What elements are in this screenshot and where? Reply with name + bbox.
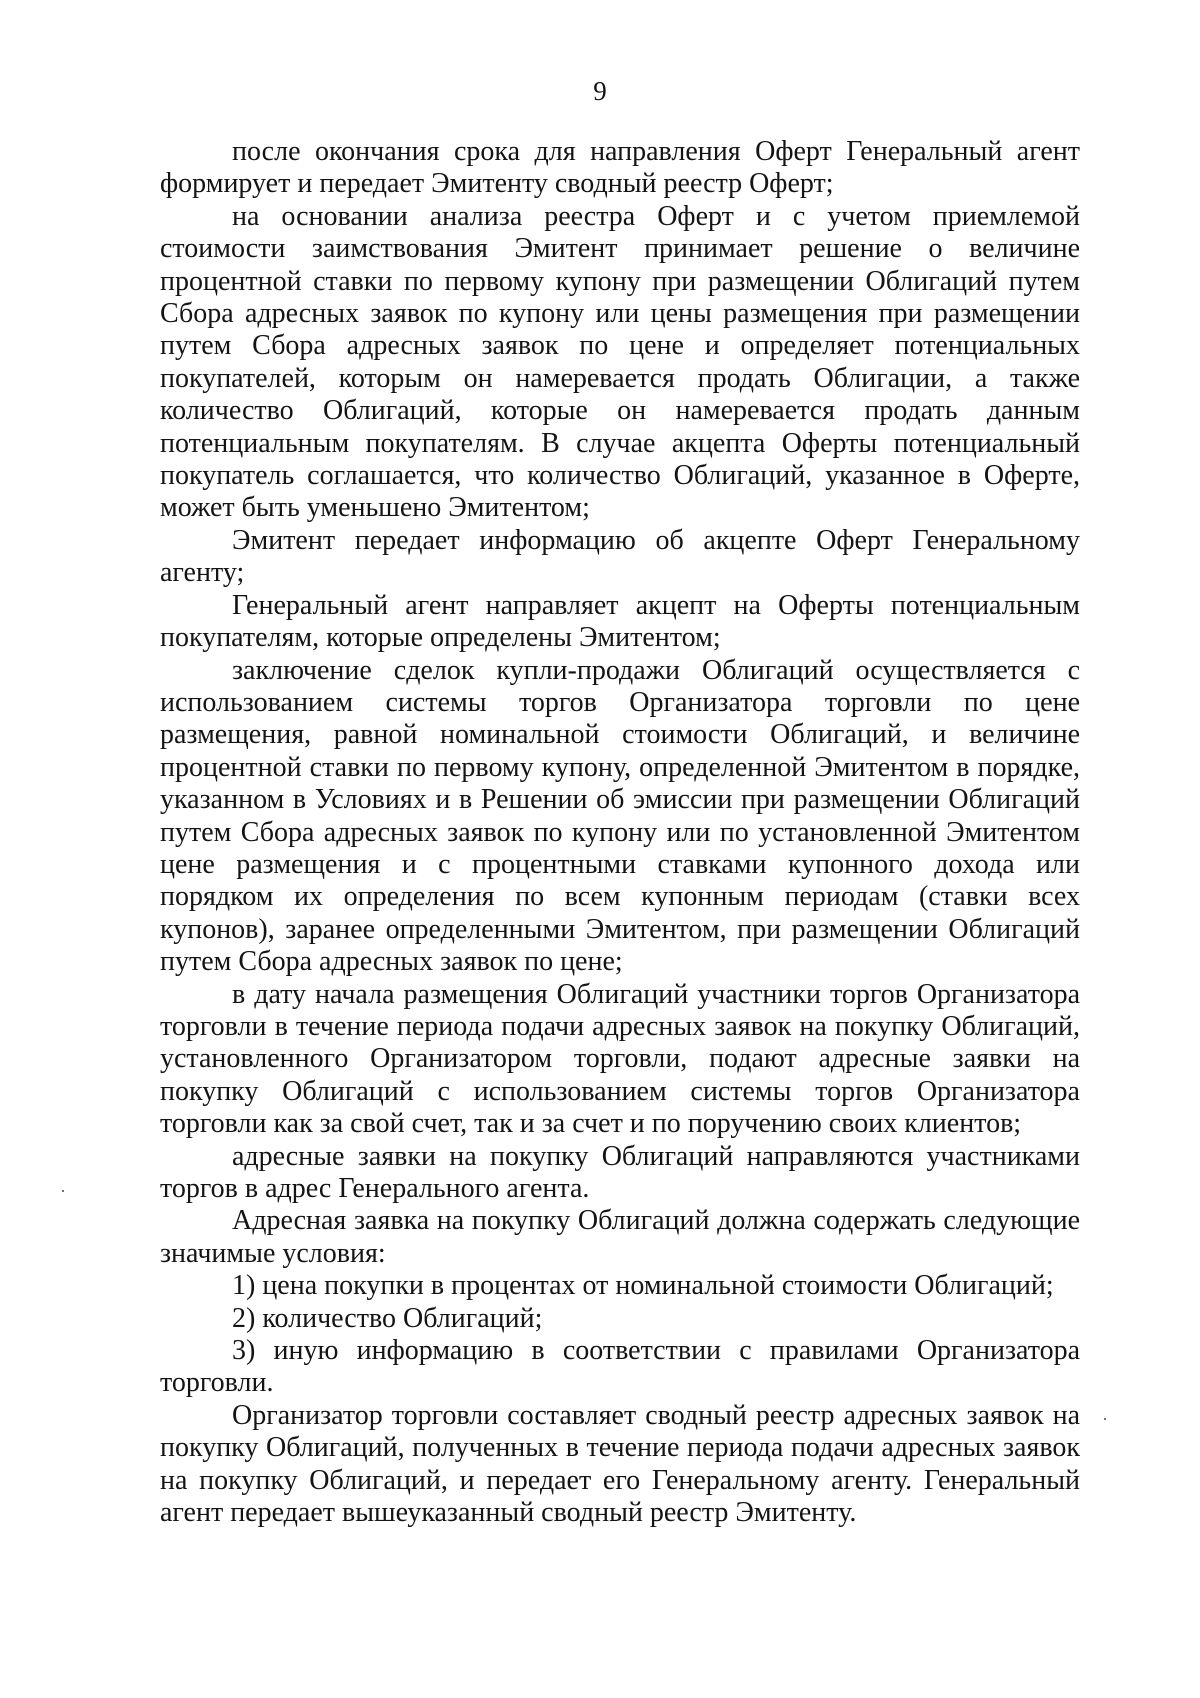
paragraph-deals: заключение сделок купли-продажи Облигаций осуществляется с использованием системы торгов Организатора торговли по цене размещения, равной номинальной стоимости Облигаций, и величине процентной ставки по первому купону, определенной Эмитентом в порядке, указанном в Условиях и в Решении об эмиссии при размещении Облигаций путем Сбора адресных заявок по купону или по установленной Эмитентом цене размещения и с процентными ставками купонного дохода или порядком их определения по всем купонным периодам (ставки всех купонов), заранее определенными Эмитентом, при размещении Облигаций путем Сбора адресных заявок по цене; xyxy=(160,654,1080,978)
list-item-other-info: 3) иную информацию в соответствии с правилами Организатора торговли. xyxy=(160,1335,1080,1399)
page-number: 9 xyxy=(593,76,607,106)
paragraph-acceptance-info: Эмитент передает информацию об акцепте Оферт Генеральному агенту; xyxy=(160,524,1080,589)
paragraph-acceptance-send: Генеральный агент направляет акцепт на Оферты потенциальным покупателям, которые определены Эмитентом; xyxy=(160,589,1080,654)
paragraph-bid-conditions: Адресная заявка на покупку Облигаций должна содержать следующие значимые условия: xyxy=(160,1205,1080,1269)
paragraph-rate-decision: на основании анализа реестра Оферт и с учетом приемлемой стоимости заимствования Эмитент принимает решение о величине процентной ставки по первому купону при размещении Облигаций путем Сбора адресных заявок по купону или цены размещения при размещении путем Сбора адресных заявок по цене и определяет потенциальных покупателей, которым он намеревается продать Облигации, а также количество Облигаций, которые он намеревается продать данным потенциальным покупателям. В случае акцепта Оферты потенциальный покупатель соглашается, что количество Облигаций, указанное в Оферте, может быть уменьшено Эмитентом; xyxy=(160,200,1080,524)
paragraph-bid-direction: адресные заявки на покупку Облигаций направляются участниками торгов в адрес Генерального агента. xyxy=(160,1140,1080,1204)
paragraph-placement-date: в дату начала размещения Облигаций участники торгов Организатора торговли в течение периода подачи адресных заявок на покупку Облигаций, установленного Организатором торговли, подают адресные заявки на покупку Облигаций с использованием системы торгов Организатора торговли как за свой счет, так и за счет и по поручению своих клиентов; xyxy=(160,978,1080,1140)
paragraph-closing: Организатор торговли составляет сводный реестр адресных заявок на покупку Облигаций, полученных в течение периода подачи адресных заявок на покупку Облигаций, и передает его Генеральному агенту. Генеральный агент передает вышеуказанный сводный реестр Эмитенту. xyxy=(160,1399,1080,1529)
scan-speck xyxy=(62,1190,64,1192)
paragraph-offer-registry: после окончания срока для направления Оферт Генеральный агент формирует и передает Эмитенту сводный реестр Оферт; xyxy=(160,136,1080,200)
list-item-price: 1) цена покупки в процентах от номинальной стоимости Облигаций; xyxy=(232,1270,1054,1302)
list-item-quantity: 2) количество Облигаций; xyxy=(232,1302,543,1334)
document-body xyxy=(160,136,1080,1529)
scan-speck xyxy=(1104,1418,1106,1420)
